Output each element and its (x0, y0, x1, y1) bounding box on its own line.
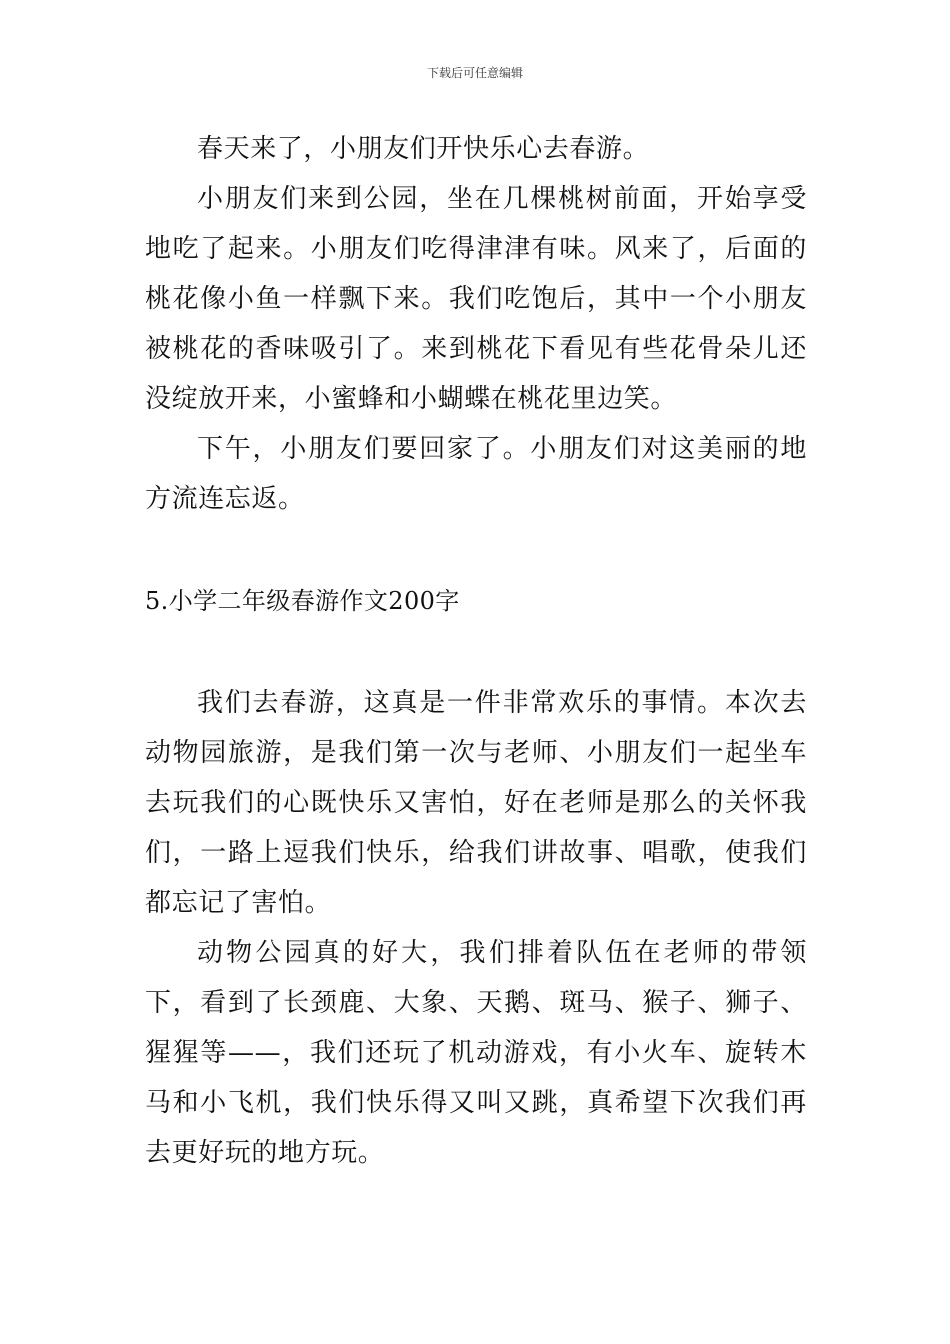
section-heading: 5.小学二年级春游作文200字 (145, 587, 460, 615)
paragraph: 春天来了，小朋友们开快乐心去春游。 (197, 134, 650, 164)
spacer (145, 626, 807, 678)
paragraph: 下午，小朋友们要回家了。小朋友们对这美丽的地方流连忘返。 (145, 434, 807, 514)
paragraph: 小朋友们来到公园，坐在几棵桃树前面，开始享受地吃了起来。小朋友们吃得津津有味。风来了，后面的桃花像小鱼一样飘下来。我们吃饱后，其中一个小朋友被桃花的香味吸引了。来到桃花下看见有些花骨朵儿还没绽放开来，小蜜蜂和小蝴蝶在桃花里边笑。 (145, 184, 807, 414)
paragraph: 动物公园真的好大，我们排着队伍在老师的带领下，看到了长颈鹿、大象、天鹅、斑马、猴子、狮子、猩猩等——，我们还玩了机动游戏，有小火车、旋转木马和小飞机，我们快乐得又叫又跳，真希望下次我们再去更好玩的地方玩。 (145, 938, 807, 1168)
document-body (145, 124, 807, 1178)
spacer (145, 524, 807, 576)
page-header: 下载后可任意编辑 (426, 66, 523, 80)
paragraph: 我们去春游，这真是一件非常欢乐的事情。本次去动物园旅游，是我们第一次与老师、小朋友们一起坐车去玩我们的心既快乐又害怕，好在老师是那么的关怀我们，一路上逗我们快乐，给我们讲故事、唱歌，使我们都忘记了害怕。 (145, 688, 807, 918)
